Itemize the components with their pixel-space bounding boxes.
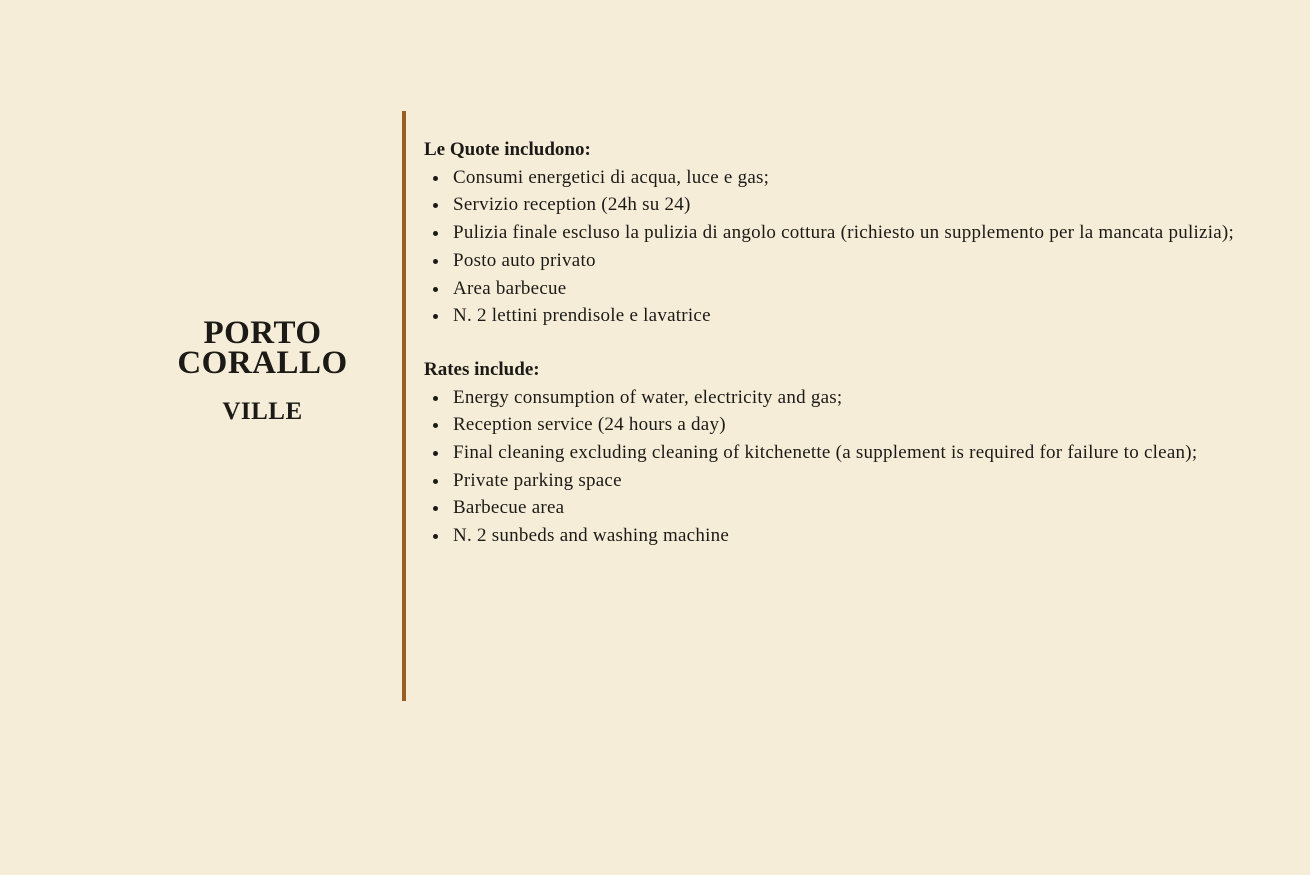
list-item-text: Barbecue area (453, 497, 565, 519)
list-item-text: Reception service (24 hours a day) (453, 414, 726, 436)
list-item-text: Consumi energetici di acqua, luce e gas; (453, 166, 770, 188)
list-item-text: Final cleaning excluding cleaning of kitchenette (a supplement is required for failure to clean); (453, 442, 1198, 464)
item-list (424, 384, 1244, 550)
list-item (424, 219, 1244, 247)
bullet-icon (433, 314, 438, 319)
bullet-icon (433, 534, 438, 539)
item-list (424, 164, 1244, 330)
list-item-text: Pulizia finale escluso la pulizia di angolo cottura (richiesto un supplemento per la mancata pulizia); (453, 222, 1235, 244)
list-item-text: Servizio reception (24h su 24) (453, 194, 691, 216)
bullet-icon (433, 287, 438, 292)
list-item (424, 164, 1244, 192)
section-heading: Le Quote includono: (424, 139, 591, 160)
bullet-icon (433, 231, 438, 236)
section-heading: Rates include: (424, 358, 540, 380)
bullet-icon (433, 451, 438, 456)
list-item (424, 439, 1244, 467)
brand-subtitle: VILLE (222, 398, 303, 425)
brand-block (150, 315, 375, 426)
bullet-icon (433, 259, 438, 264)
list-item (424, 384, 1244, 412)
list-item-text: Private parking space (453, 469, 622, 491)
list-item (424, 191, 1244, 219)
list-item-text: Posto auto privato (453, 249, 596, 271)
list-item (424, 247, 1244, 275)
list-item (424, 411, 1244, 439)
brand-title-line1: PORTO (203, 315, 322, 351)
list-item (424, 302, 1244, 330)
bullet-icon (433, 396, 438, 401)
brand-title (150, 315, 375, 381)
bullet-icon (433, 176, 438, 181)
section-italian (424, 136, 1244, 330)
rates-content (424, 136, 1244, 550)
brand-title-line2: CORALLO (177, 345, 348, 381)
section-english (424, 356, 1244, 550)
list-item-text: N. 2 lettini prendisole e lavatrice (453, 305, 711, 327)
list-item-text: Energy consumption of water, electricity and gas; (453, 386, 843, 408)
list-item (424, 275, 1244, 303)
list-item (424, 522, 1244, 550)
bullet-icon (433, 423, 438, 428)
bullet-icon (433, 506, 438, 511)
list-item (424, 494, 1244, 522)
list-item-text: N. 2 sunbeds and washing machine (453, 525, 730, 547)
bullet-icon (433, 203, 438, 208)
bullet-icon (433, 479, 438, 484)
list-item (424, 467, 1244, 495)
list-item-text: Area barbecue (453, 277, 567, 299)
vertical-divider (402, 111, 406, 701)
